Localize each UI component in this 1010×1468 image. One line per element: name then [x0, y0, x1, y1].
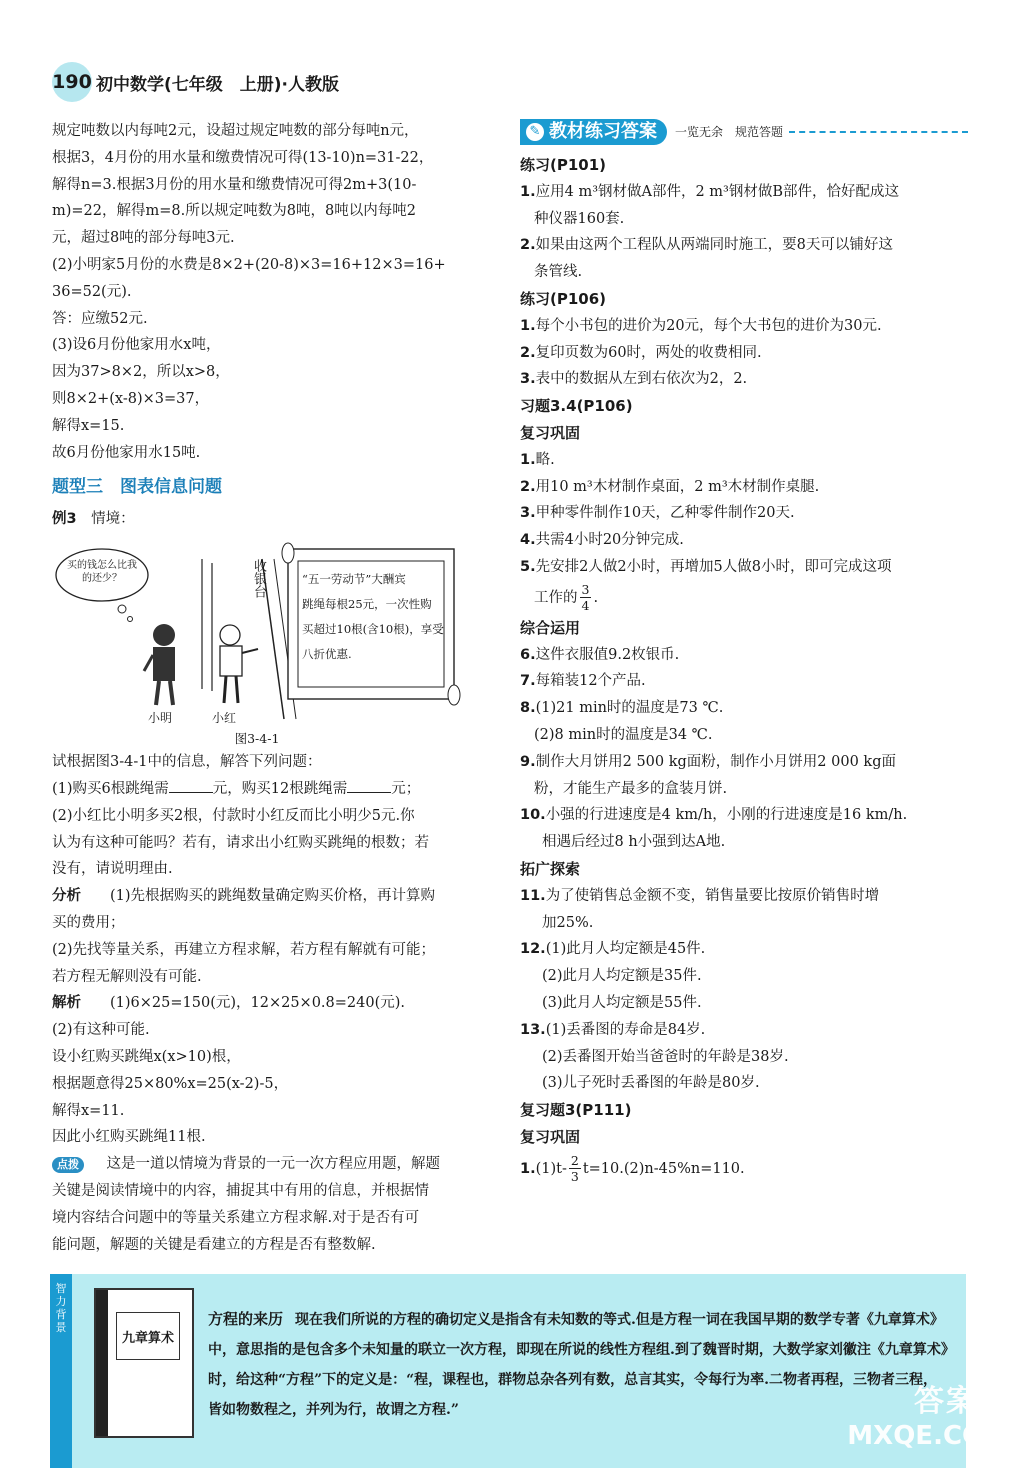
exercise-title: 练习(P101): [520, 156, 607, 174]
answer-line: 6.这件衣服值9.2枚银币.: [520, 646, 680, 663]
answer-number: 7.: [520, 673, 536, 690]
text-line: (2)小明家5月份的水费是8×2+(20-8)×3=16+12×3=16+: [52, 256, 446, 273]
page-number: 190: [52, 62, 92, 102]
answer-line: 种仪器160套.: [534, 210, 625, 227]
answer-number: 8.: [520, 700, 536, 717]
solution: [52, 1017, 492, 1151]
example-label: 例3: [52, 511, 77, 528]
subsection-title: 拓广探索: [520, 859, 581, 878]
text-line: 设小红购买跳绳x(x>10)根，: [52, 1048, 241, 1065]
tip-badge: 点拨: [52, 1157, 84, 1173]
text-line: 故6月份他家用水15吨.: [52, 444, 201, 461]
answer-number: 6.: [520, 646, 536, 663]
analysis-line: 若方程无解则没有可能.: [52, 968, 202, 985]
left-column: [52, 118, 492, 1258]
answer-line: 3.表中的数据从左到右依次为2，2.: [520, 371, 748, 388]
text-line: m)=22，解得m=8.所以规定吨数为8吨，8吨以内每吨2: [52, 203, 416, 220]
tip-line: 能问题，解题的关键是看建立的方程是否有整数解.: [52, 1236, 376, 1253]
answer-line: (3)儿子死时丢番图的年龄是80岁.: [542, 1075, 760, 1092]
text-line: (2)有这种可能.: [52, 1022, 150, 1039]
answer-line: 5.先安排2人做2小时，再增加5人做8小时，即可完成这项: [520, 558, 892, 575]
answer-number: 9.: [520, 753, 536, 770]
figure-caption: 图3-4-1: [234, 731, 280, 747]
answer-line: 2.用10 m³木材制作桌面，2 m³木材制作桌腿.: [520, 478, 820, 495]
subsection-title: 复习巩固: [520, 1127, 581, 1146]
text-line: 因为37>8×2，所以x>8，: [52, 364, 230, 381]
text-line: (2)小红比小明多买2根，付款时小红反而比小明少5元.你: [52, 807, 415, 824]
tip-line: 关键是阅读情境中的内容，捕捉其中有用的信息，并根据情: [52, 1182, 429, 1199]
answer-line: (2)8 min时的温度是34 ℃.: [534, 726, 713, 743]
answers-banner: ✎ 教材练习答案 一览无余 规范答题: [520, 118, 968, 146]
answer-line: 1.每个小书包的进价为20元，每个大书包的进价为30元.: [520, 317, 882, 334]
answer-line: 1.(1)t- $\frac{2}{3}$ t=10.(2)n-45%n=110.: [520, 1153, 745, 1185]
text-line: (3)设6月份他家用水x吨，: [52, 337, 221, 354]
answer-line: 13.(1)丢番图的寿命是84岁.: [520, 1021, 706, 1038]
subsection-title: 复习巩固: [520, 423, 581, 442]
text-line: 元，超过8吨的部分每吨3元.: [52, 230, 235, 247]
answer-line: 3.甲种零件制作10天，乙种零件制作20天.: [520, 505, 795, 522]
answer-number: 1.: [520, 451, 536, 468]
answer-number: 3.: [520, 371, 536, 388]
text-line: 因此小红购买跳绳11根.: [52, 1129, 206, 1146]
text-line: 跳绳每根25元，一次性购: [302, 597, 432, 612]
answer-number: 2.: [520, 237, 536, 254]
watermark: 答案圈 MXQE.COM: [847, 1384, 1010, 1451]
figure-3-4-1: [52, 539, 492, 729]
text-line: 解得n=3.根据3月份的用水量和缴费情况可得2m+3(10-: [52, 176, 417, 193]
answer-line: 条管线.: [534, 264, 583, 281]
tip-block: [52, 1151, 492, 1258]
analysis-line: 分析 (1)先根据购买的跳绳数量确定购买价格，再计算购: [52, 888, 436, 905]
answer-line: 2.复印页数为60时，两处的收费相同.: [520, 344, 762, 361]
thought-bubble-text: 买的钱怎么比我的还少？: [67, 560, 137, 585]
answer-number: 1.: [520, 183, 536, 200]
text-line: “五一劳动节”大酬宾: [302, 572, 406, 587]
example-text: 情境：: [91, 511, 135, 528]
question-intro: 试根据图3-4-1中的信息，解答下列问题：: [52, 754, 322, 771]
answer-line: 加25%.: [542, 914, 594, 931]
text-line: 解得x=15.: [52, 417, 125, 434]
text-line: 规定吨数以内每吨2元，设超过规定吨数的部分每吨n元，: [52, 123, 419, 139]
answer-number: 10.: [520, 807, 546, 824]
text-line: 答：应缴52元.: [52, 310, 148, 327]
tip-line: 境内容结合问题中的等量关系建立方程求解.对于是否有可: [52, 1209, 420, 1226]
fraction: $\frac{3}{4}$: [581, 582, 590, 614]
analysis-line: (2)先找等量关系，再建立方程求解，若方程有解就有可能；: [52, 941, 436, 958]
answer-line: (3)此月人均定额是55件.: [542, 994, 702, 1011]
text-line: 36=52(元).: [52, 283, 132, 300]
section-title: 题型三 图表信息问题: [52, 477, 222, 498]
cashier-label: 收银台: [251, 559, 266, 599]
background-knowledge-box: [50, 1274, 1010, 1468]
answer-line: 7.每箱装12个产品.: [520, 673, 646, 690]
answer-line: 4.共需4小时20分钟完成.: [520, 532, 684, 549]
text-line: 则8×2+(x-8)×3=37，: [52, 390, 210, 407]
answer-line: 工作的 $\frac{3}{4}$ .: [534, 582, 599, 614]
text-line: 解得x=11.: [52, 1102, 125, 1119]
answer-line: (2)丢番图开始当爸爸时的年龄是38岁.: [542, 1048, 789, 1065]
pencil-icon: ✎: [526, 123, 544, 141]
question-2: [52, 803, 492, 883]
answer-line: 11.为了使销售总金额不变，销售量要比按原价销售时增: [520, 887, 880, 904]
exercise-title: 习题3.4(P106): [520, 397, 633, 416]
question-1: (1)购买6根跳绳需 元，购买12根跳绳需 元；: [52, 776, 492, 803]
answer-number: 11.: [520, 887, 546, 904]
text-line: 认为有这种可能吗？若有，请求出小红购买跳绳的根数；若: [52, 834, 429, 851]
sidebar-label: 智 力 背 景: [50, 1274, 72, 1468]
answer-number: 5.: [520, 558, 536, 575]
right-column: [520, 118, 968, 1187]
fraction: $\frac{2}{3}$: [570, 1153, 579, 1185]
answer-line: (2)此月人均定额是35件.: [542, 968, 702, 985]
text-line: 没有，请说明理由.: [52, 861, 173, 878]
answer-line: 2.如果由这两个工程队从两端同时施工，要8天可以铺好这: [520, 237, 893, 254]
answer-line: 相遇后经过8 h小强到达A地.: [542, 834, 726, 851]
answer-number: 1.: [520, 317, 536, 334]
answer-line: 10.小强的行进速度是4 km/h，小刚的行进速度是16 km/h.: [520, 807, 908, 824]
tip-line: 点拨 这是一道以情境为背景的一元一次方程应用题，解题: [52, 1151, 492, 1178]
text-line: 根据题意得25×80%x=25(x-2)-5，: [52, 1075, 289, 1092]
analysis-line: 买的费用；: [52, 914, 125, 931]
banner-subtitle: 一览无余 规范答题: [675, 124, 784, 139]
book-illustration: [94, 1288, 194, 1438]
answer-line: 9.制作大月饼用2 500 kg面粉，制作小月饼用2 000 kg面: [520, 753, 896, 770]
analysis-label: 分析: [52, 888, 81, 905]
solution-first: 解析 (1)6×25=150(元)，12×25×0.8=240(元).: [52, 995, 406, 1012]
answer-line: 1.略.: [520, 451, 555, 468]
answer-number: 12.: [520, 941, 546, 958]
answer-number: 4.: [520, 532, 536, 549]
promotion-notice: [302, 567, 444, 667]
exercise-title: 练习(P106): [520, 289, 607, 308]
answer-number: 2.: [520, 478, 536, 495]
answer-line: 8.(1)21 min时的温度是73 ℃.: [520, 700, 724, 717]
book-title: 初中数学(七年级 上册)·人教版: [96, 74, 339, 95]
answer-line: 粉，才能生产最多的盒装月饼.: [534, 780, 728, 797]
text-line: 八折优惠.: [302, 647, 352, 662]
solution-continued: [52, 118, 492, 466]
answer-number: 13.: [520, 1021, 546, 1038]
book-cover-title: 九章算术: [116, 1312, 180, 1360]
name-xiaoming: 小明: [148, 711, 173, 726]
answer-blank: [347, 778, 391, 793]
background-text: 方程的来历 现在我们所说的方程的确切定义是指含有未知数的等式.但是方程一词在我国早期的数学专著《九章算术》中，意思指的是包含多个未知量的联立一次方程，即现在所说的线性方程组.到了魏晋时期，大数学家刘徽注《九章算术》时，给这种“方程”下的定义是：“程，课程也，群物总杂各列有数，总言其实，令每行为率.二物者再程，三物者三程，皆如物数程之，并列为行，故谓之方程.”: [208, 1310, 948, 1418]
analysis: [52, 883, 492, 990]
answer-line: 1.应用4 m³钢材做A部件，2 m³钢材做B部件，恰好配成这: [520, 183, 900, 200]
answer-number: 2.: [520, 344, 536, 361]
text-line: 根据3，4月份的用水量和缴费情况可得(13-10)n=31-22，: [52, 149, 434, 166]
exercise-title: 复习题3(P111): [520, 1101, 632, 1120]
answer-line: 12.(1)此月人均定额是45件.: [520, 941, 706, 958]
answer-blank: [169, 778, 213, 793]
page-header: [52, 62, 339, 102]
name-xiaohong: 小红: [212, 711, 237, 726]
answer-number: 3.: [520, 505, 536, 522]
subsection-title: 综合运用: [520, 618, 581, 637]
text-line: 买超过10根(含10根)，享受: [302, 622, 444, 637]
